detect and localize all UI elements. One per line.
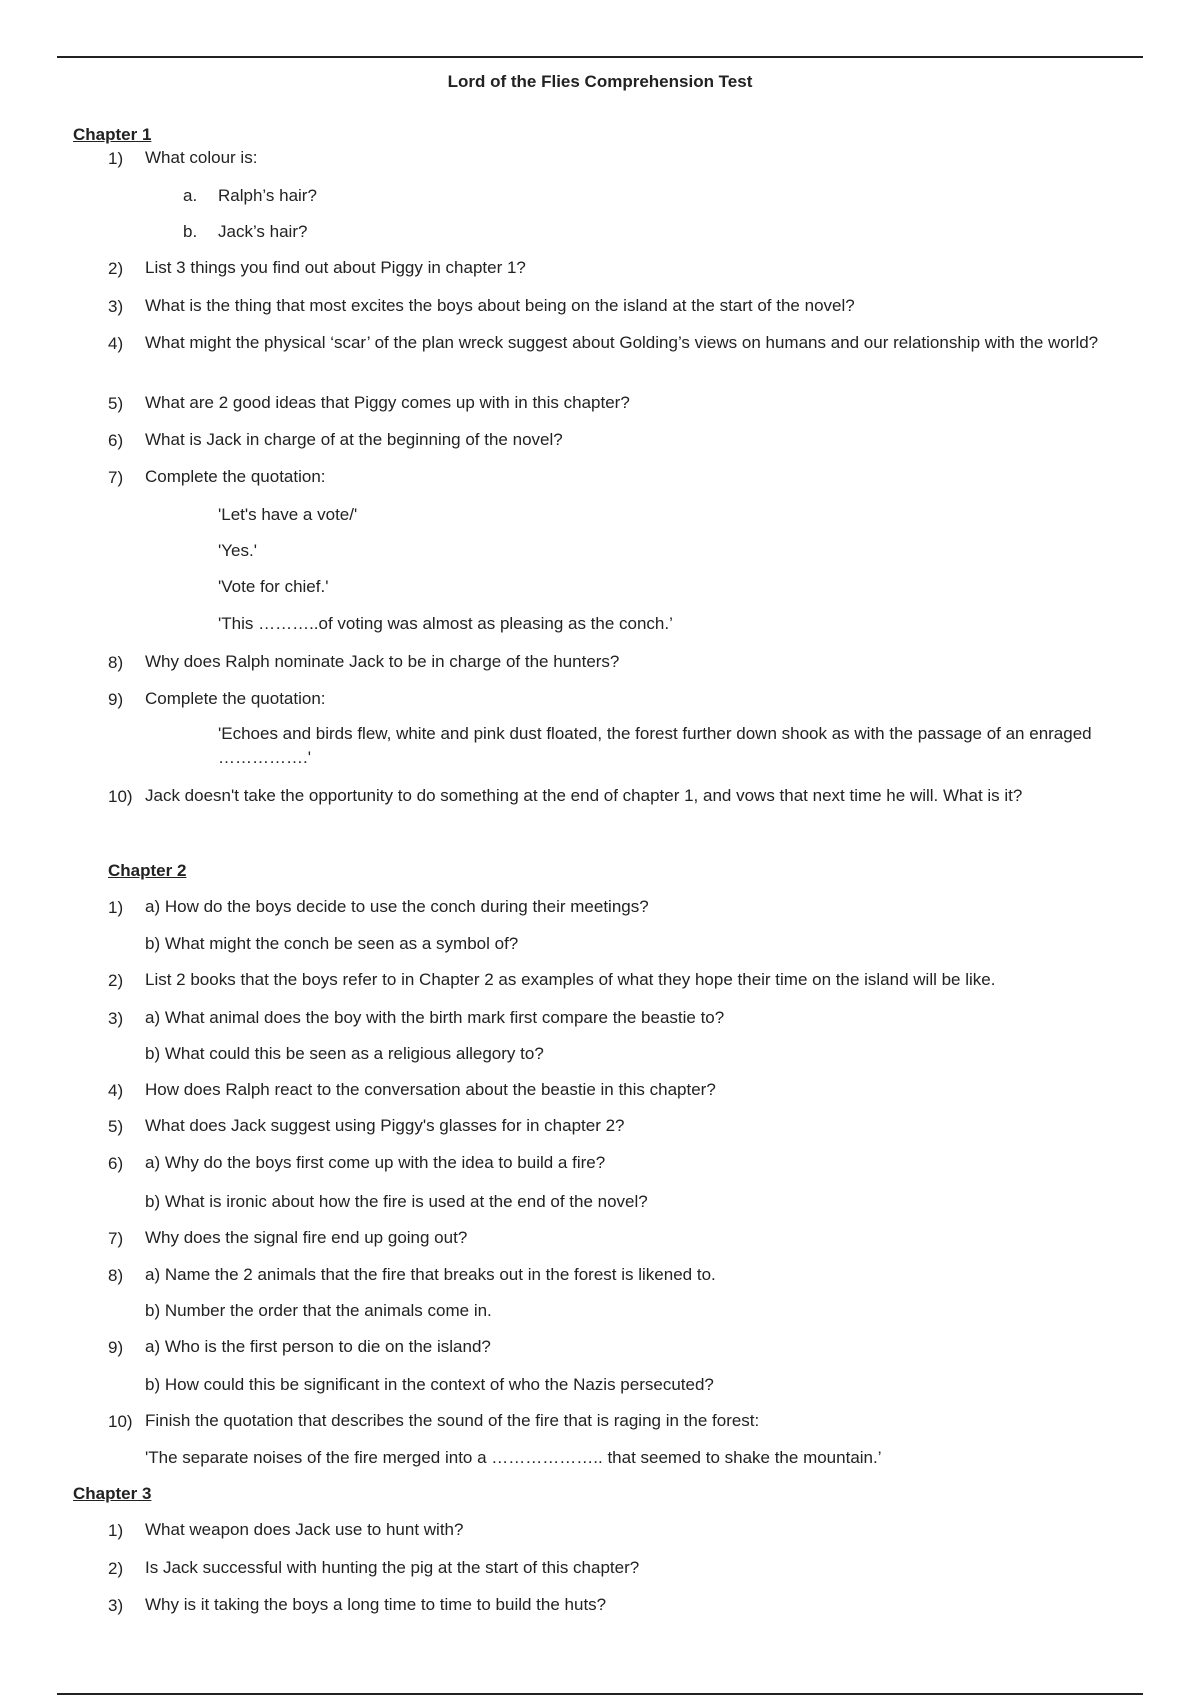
ch2-q5-number: 5) [108, 1117, 124, 1136]
ch1-q1a-text: Ralph’s hair? [218, 186, 317, 205]
ch2-q9-number: 9) [108, 1338, 124, 1357]
ch1-q4-text: What might the physical ‘scar’ of the plan wreck suggest about Golding’s views on humans and our relationship with the world? [145, 333, 1099, 352]
ch1-q6-text: What is Jack in charge of at the beginning of the novel? [145, 430, 563, 449]
page-title: Lord of the Flies Comprehension Test [447, 72, 753, 91]
ch1-q1b-text: Jack’s hair? [218, 222, 308, 241]
ch1-q5-text: What are 2 good ideas that Piggy comes up with in this chapter? [145, 393, 630, 412]
ch1-q7-quote-line: 'This ………..of voting was almost as pleasing as the conch.’ [218, 614, 673, 633]
ch1-q7-quote-line: 'Vote for chief.' [218, 577, 329, 596]
ch1-q1a-label: a. [183, 186, 198, 205]
ch2-q10-number: 10) [108, 1412, 133, 1431]
ch1-q10-number: 10) [108, 787, 133, 806]
ch2-q3b-text: b) What could this be seen as a religious allegory to? [145, 1044, 544, 1063]
ch1-q4-number: 4) [108, 334, 124, 353]
ch2-q7-text: Why does the signal fire end up going out? [145, 1228, 468, 1247]
ch1-q2-text: List 3 things you find out about Piggy in chapter 1? [145, 258, 526, 277]
ch2-q10-quote: 'The separate noises of the fire merged into a ……………….. that seemed to shake the mountain.’ [145, 1448, 882, 1467]
ch2-q7-number: 7) [108, 1229, 124, 1248]
ch3-q2-text: Is Jack successful with hunting the pig at the start of this chapter? [145, 1558, 640, 1577]
ch1-q1b-label: b. [183, 222, 198, 241]
ch2-q1a-text: a) How do the boys decide to use the conch during their meetings? [145, 897, 649, 916]
ch2-q3-number: 3) [108, 1009, 124, 1028]
ch2-q1b-text: b) What might the conch be seen as a symbol of? [145, 934, 519, 953]
ch1-q3-text: What is the thing that most excites the boys about being on the island at the start of the novel? [145, 296, 855, 315]
ch1-q9-quote: 'Echoes and birds flew, white and pink dust floated, the forest further down shook as with the passage of an enraged …………….' [218, 724, 1092, 767]
top-rule [57, 56, 1143, 58]
ch1-q9-number: 9) [108, 690, 124, 709]
chapter-2-heading: Chapter 2 [108, 861, 187, 880]
ch2-q8b-text: b) Number the order that the animals come in. [145, 1301, 492, 1320]
ch1-q7-quote-line: 'Let's have a vote/' [218, 505, 358, 524]
ch1-q9-text: Complete the quotation: [145, 689, 326, 708]
ch1-q10-text: Jack doesn't take the opportunity to do something at the end of chapter 1, and vows that next time he will. What is it? [145, 786, 1023, 805]
ch2-q2-text: List 2 books that the boys refer to in Chapter 2 as examples of what they hope their time on the island will be like. [145, 970, 996, 989]
ch3-q3-number: 3) [108, 1596, 124, 1615]
ch2-q1-number: 1) [108, 898, 124, 917]
ch2-q10-text: Finish the quotation that describes the sound of the fire that is raging in the forest: [145, 1411, 760, 1430]
ch1-q5-number: 5) [108, 394, 124, 413]
ch3-q2-number: 2) [108, 1559, 124, 1578]
bottom-rule [57, 1693, 1143, 1695]
ch1-q8-text: Why does Ralph nominate Jack to be in charge of the hunters? [145, 652, 620, 671]
chapter-3-heading: Chapter 3 [73, 1484, 152, 1503]
ch3-q1-number: 1) [108, 1521, 124, 1540]
ch1-q1-number: 1) [108, 149, 124, 168]
ch1-q2-number: 2) [108, 259, 124, 278]
ch1-q6-number: 6) [108, 431, 124, 450]
ch1-q8-number: 8) [108, 653, 124, 672]
ch2-q4-number: 4) [108, 1081, 124, 1100]
ch2-q6b-text: b) What is ironic about how the fire is used at the end of the novel? [145, 1192, 648, 1211]
ch2-q8a-text: a) Name the 2 animals that the fire that breaks out in the forest is likened to. [145, 1265, 716, 1284]
ch2-q6a-text: a) Why do the boys first come up with the idea to build a fire? [145, 1153, 606, 1172]
ch2-q3a-text: a) What animal does the boy with the birth mark first compare the beastie to? [145, 1008, 725, 1027]
ch1-q7-number: 7) [108, 468, 124, 487]
ch2-q9b-text: b) How could this be significant in the context of who the Nazis persecuted? [145, 1375, 714, 1394]
ch2-q6-number: 6) [108, 1154, 124, 1173]
ch1-q7-text: Complete the quotation: [145, 467, 326, 486]
ch2-q8-number: 8) [108, 1266, 124, 1285]
ch2-q9a-text: a) Who is the first person to die on the island? [145, 1337, 491, 1356]
ch2-q2-number: 2) [108, 971, 124, 990]
ch1-q7-quote-line: 'Yes.' [218, 541, 257, 560]
ch3-q1-text: What weapon does Jack use to hunt with? [145, 1520, 464, 1539]
ch1-q1-text: What colour is: [145, 148, 258, 167]
ch2-q4-text: How does Ralph react to the conversation about the beastie in this chapter? [145, 1080, 716, 1099]
ch1-q3-number: 3) [108, 297, 124, 316]
ch3-q3-text: Why is it taking the boys a long time to time to build the huts? [145, 1595, 607, 1614]
ch2-q5-text: What does Jack suggest using Piggy's glasses for in chapter 2? [145, 1116, 625, 1135]
chapter-1-heading: Chapter 1 [73, 125, 152, 144]
